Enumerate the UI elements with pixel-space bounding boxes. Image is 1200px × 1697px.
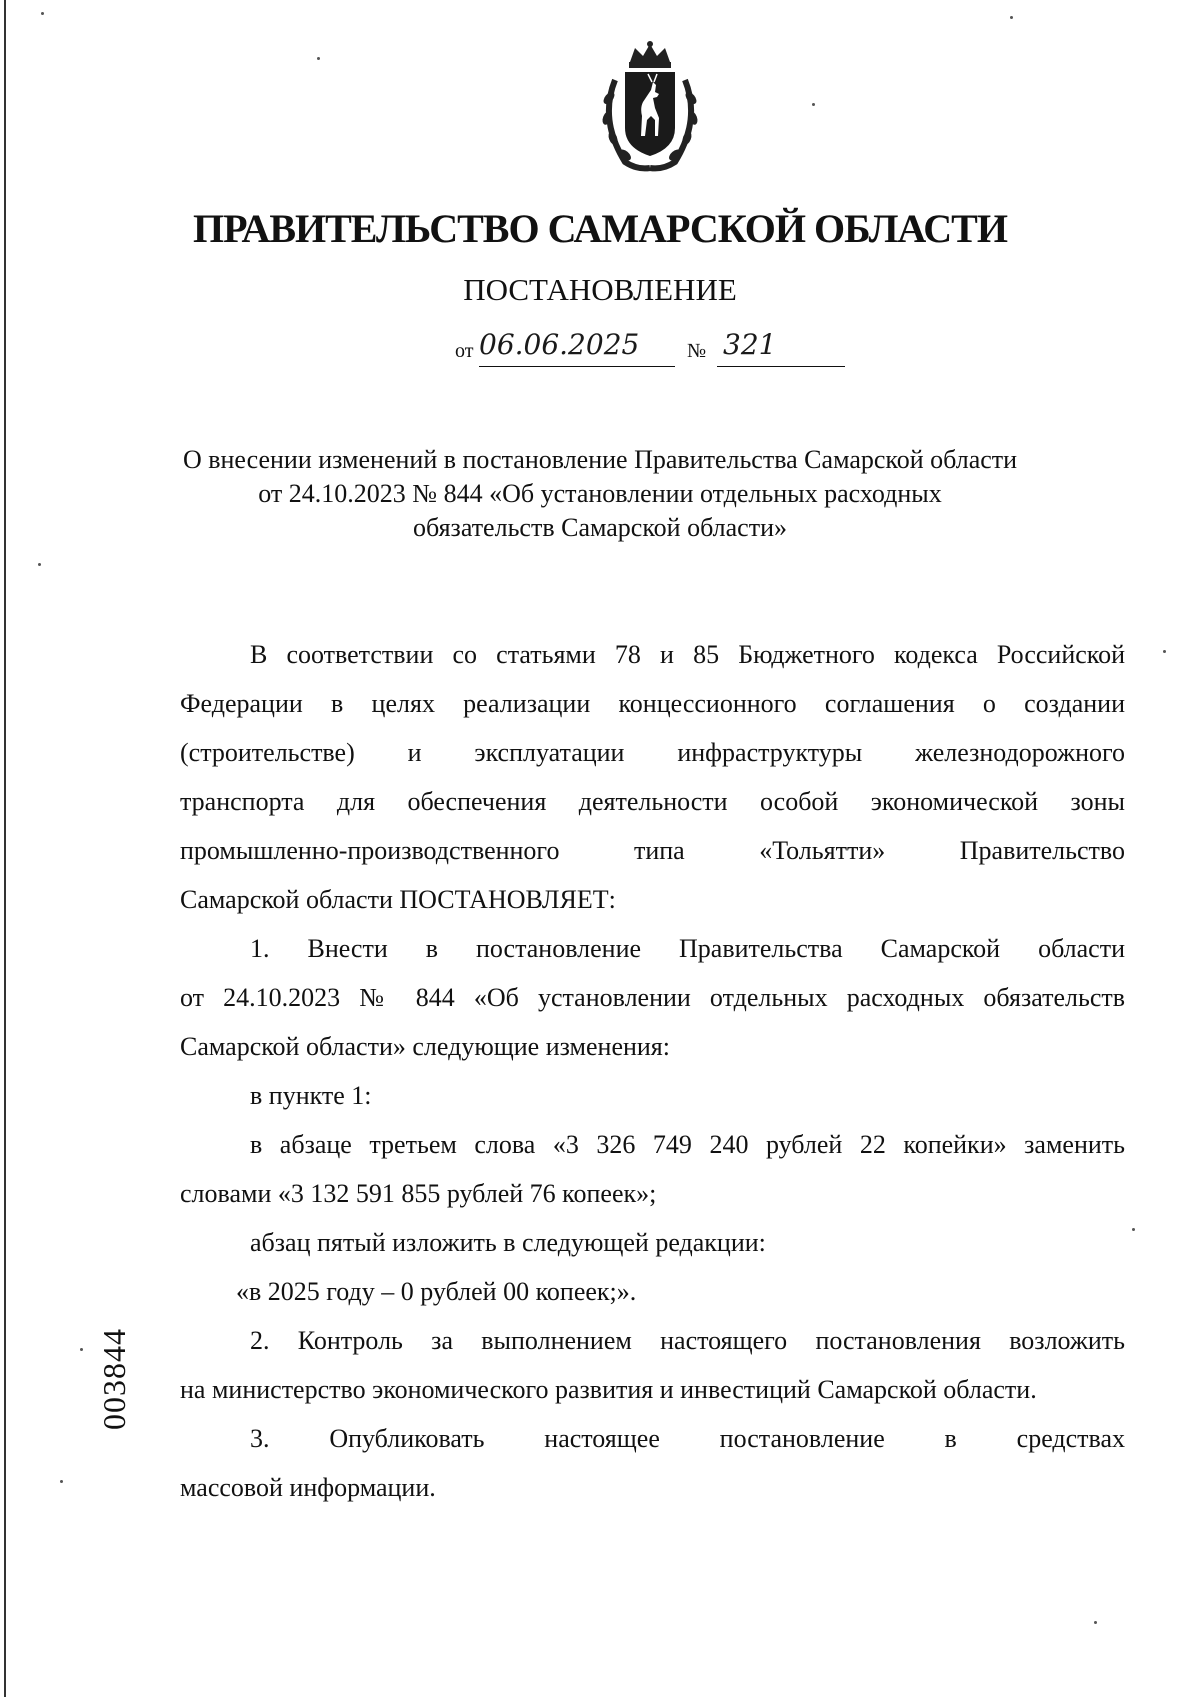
body-line: Самарской области» следующие изменения: [180, 1032, 670, 1061]
body-line: 2. Контроль за выполнением настоящего постановления возложить [250, 1326, 1125, 1355]
amendment-1-paragraph [180, 1120, 1125, 1218]
scan-speck [80, 1348, 83, 1351]
handwritten-date: 06.06.2025 [479, 328, 640, 361]
subject-line: от 24.10.2023 № 844 «Об установлении отдельных расходных [258, 479, 942, 508]
document-body [180, 630, 1125, 1512]
scan-speck [41, 12, 44, 15]
date-prefix: от [455, 340, 474, 362]
page-left-border [4, 0, 6, 1697]
subject-line: О внесении изменений в постановление Правительства Самарской области [182, 445, 1018, 474]
government-name-heading: ПРАВИТЕЛЬСТВО САМАРСКОЙ ОБЛАСТИ [193, 206, 1007, 251]
samara-oblast-coat-of-arms-icon [585, 40, 715, 175]
preamble-paragraph [180, 630, 1125, 924]
scan-speck [60, 1480, 63, 1483]
scan-speck [1010, 16, 1013, 19]
body-line: от 24.10.2023 № 844 «Об установлении отдельных расходных обязательств [180, 983, 1125, 1012]
number-prefix: № [687, 340, 707, 362]
body-line: 1. Внести в постановление Правительства Самарской области [250, 934, 1125, 963]
body-line: в абзаце третьем слова «3 326 749 240 рублей 22 копейки» заменить [250, 1130, 1125, 1159]
body-line: Федерации в целях реализации концессионного соглашения о создании [180, 689, 1125, 718]
body-line: промышленно-производственного типа «Тольятти» Правительство [180, 836, 1125, 865]
scan-speck [38, 563, 41, 566]
body-line: массовой информации. [180, 1473, 436, 1502]
document-type-title: ПОСТАНОВЛЕНИЕ [463, 272, 737, 307]
scan-speck [812, 103, 815, 106]
body-line: словами «3 132 591 855 рублей 76 копеек»; [180, 1179, 657, 1208]
subject-line: обязательств Самарской области» [413, 513, 787, 542]
body-line: Самарской области ПОСТАНОВЛЯЕТ: [180, 885, 616, 914]
body-line: В соответствии со статьями 78 и 85 Бюджетного кодекса Российской [250, 640, 1125, 669]
point-reference: в пункте 1: [250, 1081, 372, 1110]
body-line: транспорта для обеспечения деятельности особой экономической зоны [180, 787, 1125, 816]
body-line: на министерство экономического развития и инвестиций Самарской области. [180, 1375, 1037, 1404]
scan-speck [1132, 1228, 1135, 1231]
amendment-2-paragraph: абзац пятый изложить в следующей редакции: [250, 1228, 766, 1257]
handwritten-number: 321 [723, 328, 777, 361]
document-subject [120, 443, 1080, 545]
scan-speck [1163, 650, 1166, 653]
scan-speck [317, 57, 320, 60]
item-3-paragraph [180, 1414, 1125, 1512]
body-line: (строительстве) и эксплуатации инфраструктуры железнодорожного [180, 738, 1125, 767]
number-underline [717, 366, 845, 367]
item-2-paragraph [180, 1316, 1125, 1414]
body-line: 3. Опубликовать настоящее постановление в средствах [250, 1424, 1125, 1453]
margin-serial-number: 003844 [96, 1328, 132, 1430]
date-number-line [455, 328, 845, 368]
item-1-paragraph [180, 924, 1125, 1071]
scan-speck [1094, 1621, 1097, 1624]
amendment-2-text: «в 2025 году – 0 рублей 00 копеек;». [236, 1277, 637, 1306]
date-underline [479, 366, 675, 367]
